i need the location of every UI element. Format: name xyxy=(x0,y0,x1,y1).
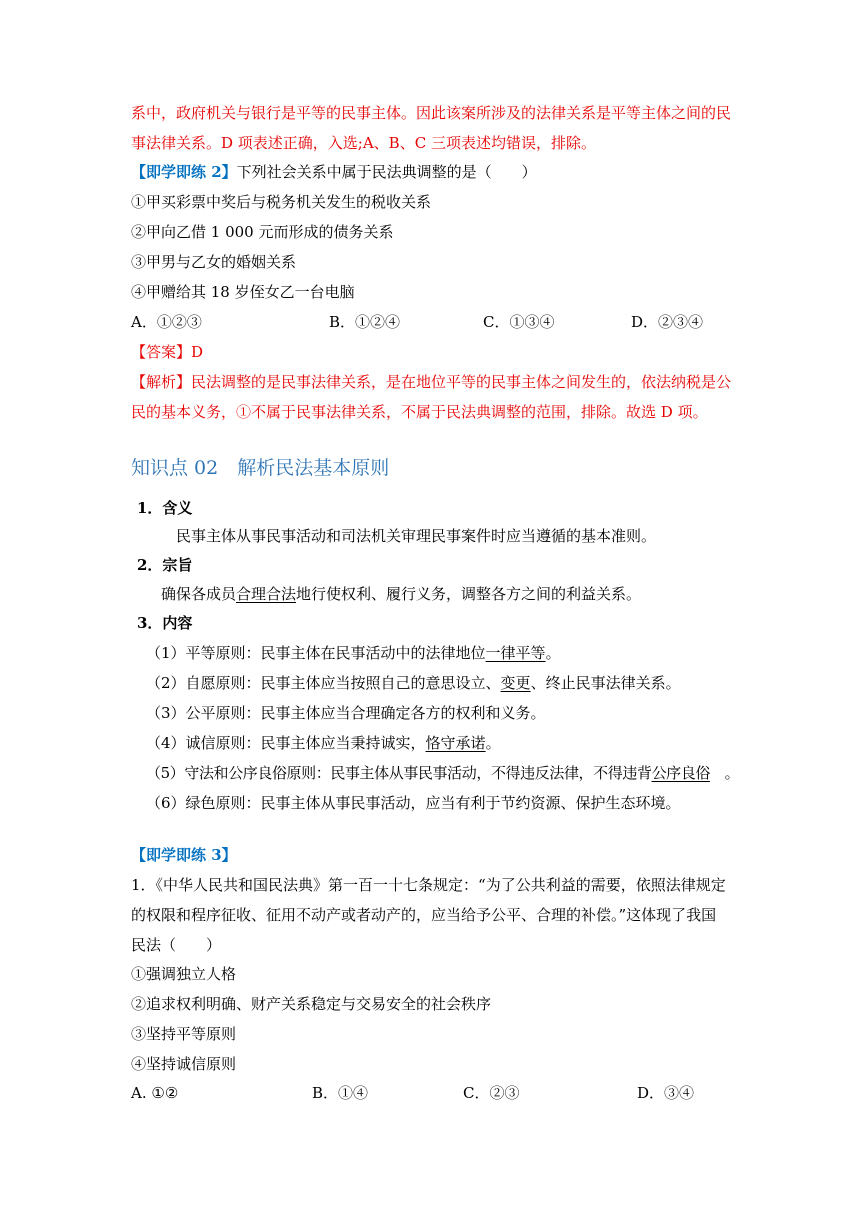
p1-text-post: 。 xyxy=(545,644,561,662)
subsection-1-text: 民事主体从事民事活动和司法机关审理民事案件时应当遵循的基本准则。 xyxy=(176,527,657,545)
exercise2-analysis-line-1 xyxy=(131,372,731,392)
p2-underlined-term: 变更 xyxy=(500,674,531,692)
exercise2-question xyxy=(131,162,537,182)
p5-text-pre: （5）守法和公序良俗原则：民事主体从事民事活动，不得违反法律，不得违背 xyxy=(146,764,652,782)
exercise3-item-3: ③坚持平等原则 xyxy=(131,1025,237,1043)
exercise3-tag: 【即学即练 3】 xyxy=(131,846,237,864)
s2-underlined-term: 合理合法 xyxy=(236,585,297,603)
exercise3-item-2: ②追求权利明确、财产关系稳定与交易安全的社会秩序 xyxy=(131,995,492,1013)
p4-text-pre: （4）诚信原则：民事主体应当秉持诚实， xyxy=(146,734,426,752)
exercise2-option-c: C．①③④ xyxy=(483,313,555,331)
analysis-tag: 【解析】 xyxy=(131,373,192,391)
exercise3-item-1: ①强调独立人格 xyxy=(131,965,237,983)
s2-text-post: 地行使权利、履行义务，调整各方之间的利益关系。 xyxy=(296,585,642,603)
principle-5 xyxy=(146,763,739,783)
principle-6: （6）绿色原则：民事主体从事民事活动，应当有利于节约资源、保护生态环境。 xyxy=(146,794,681,812)
p1-underlined-term: 一律平等 xyxy=(485,644,546,662)
p4-underlined-term: 恪守承诺 xyxy=(425,734,486,752)
subsection-1-title: 1．含义 xyxy=(137,499,193,517)
exercise2-tag: 【即学即练 2】 xyxy=(131,163,237,181)
principle-4 xyxy=(146,733,501,753)
subsection-3-title: 3．内容 xyxy=(137,614,193,632)
exercise3-option-c: C．②③ xyxy=(463,1084,520,1102)
exercise2-option-b: B．①②④ xyxy=(329,313,401,331)
exercise2-answer: 【答案】D xyxy=(131,343,204,361)
explanation-line-1: 系中，政府机关与银行是平等的民事主体。因此该案所涉及的法律关系是平等主体之间的民 xyxy=(131,104,732,122)
exercise2-item-4: ④甲赠给其 18 岁侄女乙一台电脑 xyxy=(131,283,355,301)
exercise2-question-text: 下列社会关系中属于民法典调整的是（ ） xyxy=(236,163,537,181)
section-heading: 知识点 02 解析民法基本原则 xyxy=(131,457,390,479)
principle-3: （3）公平原则：民事主体应当合理确定各方的权利和义务。 xyxy=(146,704,546,722)
principle-1 xyxy=(146,643,561,663)
exercise2-analysis-line-2: 民的基本义务，①不属于民事法律关系，不属于民法典调整的范围，排除。故选 D 项。 xyxy=(131,403,708,421)
subsection-2-title: 2．宗旨 xyxy=(137,556,193,574)
exercise2-option-a: A．①②③ xyxy=(131,313,202,331)
s2-text-pre: 确保各成员 xyxy=(161,585,237,603)
exercise2-option-d: D．②③④ xyxy=(631,313,704,331)
exercise3-option-b: B．①④ xyxy=(312,1084,369,1102)
exercise3-question-line-1: 1．《中华人民共和国民法典》第一百一十七条规定：“为了公共利益的需要，依照法律规定 xyxy=(131,876,726,894)
exercise3-item-4: ④坚持诚信原则 xyxy=(131,1055,237,1073)
p5-underlined-term: 公序良俗 xyxy=(651,764,710,782)
p2-text-pre: （2）自愿原则：民事主体应当按照自己的意思设立、 xyxy=(146,674,501,692)
p5-text-post: 。 xyxy=(709,764,740,782)
exercise3-question-line-2: 的权限和程序征收、征用不动产或者动产的，应当给予公平、合理的补偿。”这体现了我国 xyxy=(131,906,717,924)
exercise2-item-1: ①甲买彩票中奖后与税务机关发生的税收关系 xyxy=(131,193,432,211)
subsection-2-text xyxy=(161,584,641,604)
analysis-text-1: 民法调整的是民事法律关系，是在地位平等的民事主体之间发生的，依法纳税是公 xyxy=(191,373,732,391)
p4-text-post: 。 xyxy=(485,734,501,752)
exercise3-option-a: A. ①② xyxy=(131,1084,179,1102)
exercise3-question-line-3: 民法（ ） xyxy=(131,936,222,954)
exercise3-option-d: D．③④ xyxy=(637,1084,695,1102)
principle-2 xyxy=(146,673,681,693)
exercise2-item-3: ③甲男与乙女的婚姻关系 xyxy=(131,253,297,271)
p1-text-pre: （1）平等原则：民事主体在民事活动中的法律地位 xyxy=(146,644,486,662)
exercise2-item-2: ②甲向乙借 1 000 元而形成的债务关系 xyxy=(131,223,394,241)
explanation-line-2: 事法律关系。D 项表述正确，入选;A、B、C 三项表述均错误，排除。 xyxy=(131,134,596,152)
p2-text-post: 、终止民事法律关系。 xyxy=(530,674,681,692)
